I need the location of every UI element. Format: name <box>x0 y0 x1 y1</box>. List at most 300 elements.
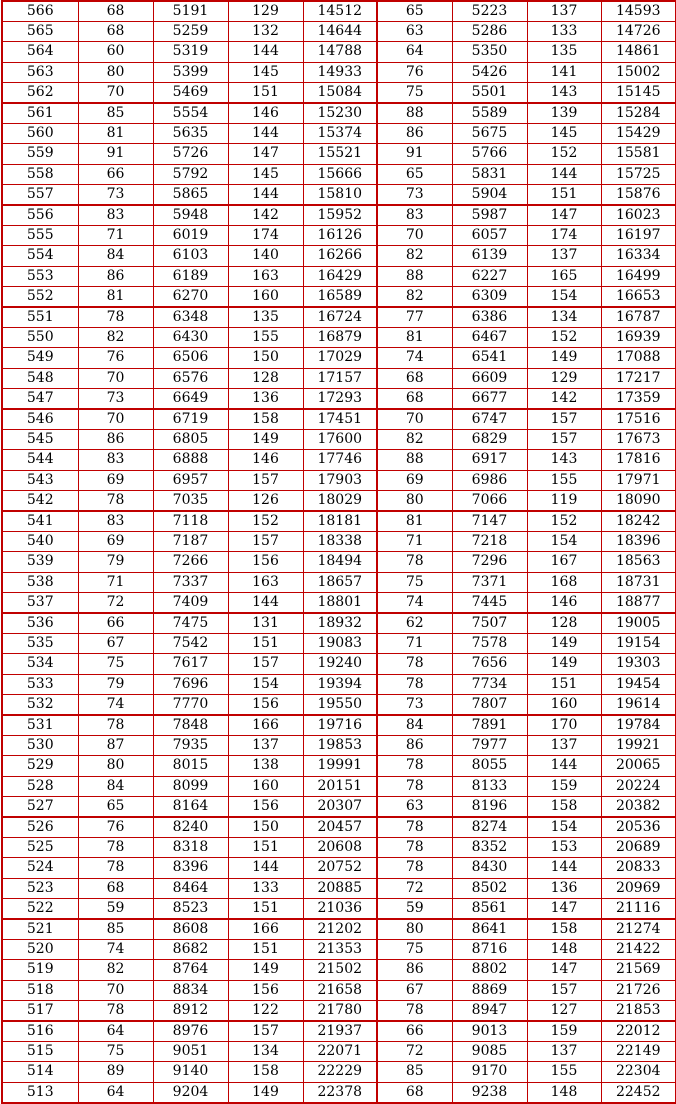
cumulative-cell-c: 7147 <box>452 511 527 532</box>
count-cell-b: 160 <box>228 776 303 796</box>
cumulative-cell-a: 8608 <box>153 919 228 940</box>
score-cell: 514 <box>2 1062 78 1082</box>
count-cell-c: 71 <box>377 633 452 653</box>
table-row <box>2 388 676 409</box>
count-cell-d: 144 <box>527 756 601 776</box>
cumulative-cell-c: 5987 <box>452 205 527 226</box>
cumulative-cell-c: 8869 <box>452 980 527 1000</box>
count-cell-d: 141 <box>527 62 601 82</box>
table-row <box>2 164 676 184</box>
count-cell-b: 126 <box>228 490 303 511</box>
score-cell: 522 <box>2 898 78 919</box>
cumulative-cell-a: 6957 <box>153 470 228 490</box>
count-cell-a: 76 <box>78 817 153 838</box>
cumulative-cell-d: 19005 <box>601 613 676 634</box>
score-cell: 552 <box>2 286 78 307</box>
cumulative-cell-a: 5191 <box>153 1 228 22</box>
cumulative-cell-d: 20382 <box>601 796 676 817</box>
table-row <box>2 490 676 511</box>
cumulative-cell-a: 6189 <box>153 266 228 286</box>
table-row <box>2 22 676 42</box>
count-cell-c: 68 <box>377 1082 452 1103</box>
cumulative-cell-d: 15284 <box>601 103 676 124</box>
score-cell: 562 <box>2 82 78 103</box>
cumulative-cell-b: 19240 <box>303 654 377 674</box>
count-cell-a: 83 <box>78 205 153 226</box>
cumulative-cell-d: 15876 <box>601 184 676 205</box>
count-cell-a: 70 <box>78 82 153 103</box>
count-cell-c: 82 <box>377 246 452 266</box>
count-cell-b: 129 <box>228 1 303 22</box>
cumulative-cell-d: 19154 <box>601 633 676 653</box>
cumulative-cell-b: 14933 <box>303 62 377 82</box>
count-cell-c: 78 <box>377 1000 452 1021</box>
count-cell-d: 155 <box>527 1062 601 1082</box>
cumulative-cell-a: 7475 <box>153 613 228 634</box>
count-cell-b: 151 <box>228 898 303 919</box>
table-row <box>2 919 676 940</box>
cumulative-cell-c: 6057 <box>452 225 527 245</box>
count-cell-b: 166 <box>228 919 303 940</box>
cumulative-cell-c: 5589 <box>452 103 527 124</box>
score-cell: 519 <box>2 960 78 980</box>
count-cell-b: 149 <box>228 960 303 980</box>
score-cell: 528 <box>2 776 78 796</box>
score-cell: 538 <box>2 572 78 592</box>
cumulative-cell-b: 14788 <box>303 42 377 62</box>
count-cell-d: 158 <box>527 796 601 817</box>
count-cell-b: 135 <box>228 307 303 328</box>
cumulative-cell-b: 17746 <box>303 450 377 470</box>
cumulative-cell-b: 16879 <box>303 327 377 347</box>
count-cell-d: 151 <box>527 674 601 694</box>
count-cell-c: 78 <box>377 654 452 674</box>
cumulative-cell-b: 21658 <box>303 980 377 1000</box>
cumulative-cell-b: 18801 <box>303 592 377 613</box>
score-cell: 549 <box>2 348 78 368</box>
cumulative-cell-d: 19303 <box>601 654 676 674</box>
cumulative-cell-c: 9238 <box>452 1082 527 1103</box>
cumulative-cell-d: 15725 <box>601 164 676 184</box>
count-cell-d: 136 <box>527 878 601 898</box>
cumulative-cell-a: 6103 <box>153 246 228 266</box>
cumulative-cell-b: 20752 <box>303 858 377 878</box>
cumulative-cell-a: 9204 <box>153 1082 228 1103</box>
score-cell: 550 <box>2 327 78 347</box>
count-cell-d: 129 <box>527 368 601 388</box>
count-cell-a: 68 <box>78 878 153 898</box>
cumulative-cell-a: 8912 <box>153 1000 228 1021</box>
score-distribution-table <box>1 0 676 1104</box>
cumulative-cell-c: 6747 <box>452 409 527 430</box>
count-cell-d: 165 <box>527 266 601 286</box>
count-cell-c: 70 <box>377 409 452 430</box>
cumulative-cell-d: 22012 <box>601 1021 676 1042</box>
count-cell-c: 64 <box>377 42 452 62</box>
count-cell-c: 65 <box>377 164 452 184</box>
table-row <box>2 960 676 980</box>
cumulative-cell-c: 6917 <box>452 450 527 470</box>
cumulative-cell-b: 21036 <box>303 898 377 919</box>
count-cell-d: 152 <box>527 511 601 532</box>
count-cell-b: 136 <box>228 388 303 409</box>
cumulative-cell-d: 16787 <box>601 307 676 328</box>
count-cell-c: 78 <box>377 837 452 857</box>
table-row <box>2 613 676 634</box>
table-row <box>2 123 676 143</box>
score-cell: 537 <box>2 592 78 613</box>
count-cell-d: 139 <box>527 103 601 124</box>
score-cell: 535 <box>2 633 78 653</box>
table-row <box>2 1041 676 1061</box>
table-row <box>2 633 676 653</box>
cumulative-cell-c: 7734 <box>452 674 527 694</box>
count-cell-a: 85 <box>78 103 153 124</box>
count-cell-a: 64 <box>78 1082 153 1103</box>
cumulative-cell-a: 7337 <box>153 572 228 592</box>
count-cell-d: 174 <box>527 225 601 245</box>
score-cell: 555 <box>2 225 78 245</box>
count-cell-d: 154 <box>527 817 601 838</box>
count-cell-d: 170 <box>527 715 601 736</box>
cumulative-cell-c: 8641 <box>452 919 527 940</box>
cumulative-cell-b: 14512 <box>303 1 377 22</box>
count-cell-a: 73 <box>78 388 153 409</box>
count-cell-c: 66 <box>377 1021 452 1042</box>
count-cell-b: 150 <box>228 817 303 838</box>
cumulative-cell-a: 5726 <box>153 144 228 164</box>
count-cell-a: 69 <box>78 470 153 490</box>
count-cell-c: 68 <box>377 388 452 409</box>
cumulative-cell-d: 16023 <box>601 205 676 226</box>
score-cell: 529 <box>2 756 78 776</box>
count-cell-c: 68 <box>377 368 452 388</box>
count-cell-b: 157 <box>228 470 303 490</box>
count-cell-b: 155 <box>228 327 303 347</box>
count-cell-d: 146 <box>527 592 601 613</box>
count-cell-b: 156 <box>228 980 303 1000</box>
count-cell-b: 156 <box>228 796 303 817</box>
table-row <box>2 1 676 22</box>
count-cell-a: 64 <box>78 1021 153 1042</box>
count-cell-a: 65 <box>78 796 153 817</box>
count-cell-a: 74 <box>78 694 153 715</box>
score-cell: 560 <box>2 123 78 143</box>
cumulative-cell-c: 7445 <box>452 592 527 613</box>
cumulative-cell-b: 18494 <box>303 552 377 572</box>
count-cell-a: 81 <box>78 123 153 143</box>
count-cell-d: 119 <box>527 490 601 511</box>
table-row <box>2 898 676 919</box>
table-row <box>2 205 676 226</box>
cumulative-cell-a: 7409 <box>153 592 228 613</box>
cumulative-cell-d: 18563 <box>601 552 676 572</box>
cumulative-cell-a: 5792 <box>153 164 228 184</box>
score-cell: 531 <box>2 715 78 736</box>
count-cell-d: 147 <box>527 960 601 980</box>
count-cell-c: 88 <box>377 103 452 124</box>
count-cell-b: 154 <box>228 674 303 694</box>
cumulative-cell-b: 19991 <box>303 756 377 776</box>
cumulative-cell-d: 14726 <box>601 22 676 42</box>
count-cell-c: 77 <box>377 307 452 328</box>
count-cell-b: 163 <box>228 266 303 286</box>
cumulative-cell-d: 22452 <box>601 1082 676 1103</box>
cumulative-cell-a: 8834 <box>153 980 228 1000</box>
table-row <box>2 409 676 430</box>
score-cell: 563 <box>2 62 78 82</box>
cumulative-cell-d: 21853 <box>601 1000 676 1021</box>
cumulative-cell-c: 7066 <box>452 490 527 511</box>
cumulative-cell-b: 15810 <box>303 184 377 205</box>
table-row <box>2 939 676 959</box>
cumulative-cell-a: 7696 <box>153 674 228 694</box>
score-cell: 561 <box>2 103 78 124</box>
count-cell-a: 69 <box>78 531 153 551</box>
count-cell-a: 75 <box>78 1041 153 1061</box>
table-row <box>2 694 676 715</box>
count-cell-d: 155 <box>527 470 601 490</box>
cumulative-cell-b: 17293 <box>303 388 377 409</box>
cumulative-cell-a: 7035 <box>153 490 228 511</box>
count-cell-b: 144 <box>228 184 303 205</box>
cumulative-cell-c: 8055 <box>452 756 527 776</box>
count-cell-a: 83 <box>78 450 153 470</box>
count-cell-b: 144 <box>228 858 303 878</box>
cumulative-cell-c: 6986 <box>452 470 527 490</box>
cumulative-cell-b: 21937 <box>303 1021 377 1042</box>
cumulative-cell-d: 17217 <box>601 368 676 388</box>
cumulative-cell-b: 19853 <box>303 735 377 755</box>
count-cell-c: 80 <box>377 919 452 940</box>
cumulative-cell-a: 7266 <box>153 552 228 572</box>
count-cell-d: 148 <box>527 939 601 959</box>
count-cell-b: 156 <box>228 552 303 572</box>
count-cell-c: 71 <box>377 531 452 551</box>
cumulative-cell-a: 7118 <box>153 511 228 532</box>
count-cell-d: 145 <box>527 123 601 143</box>
count-cell-c: 59 <box>377 898 452 919</box>
count-cell-b: 163 <box>228 572 303 592</box>
score-cell: 533 <box>2 674 78 694</box>
cumulative-cell-d: 19784 <box>601 715 676 736</box>
count-cell-d: 157 <box>527 980 601 1000</box>
count-cell-c: 70 <box>377 225 452 245</box>
count-cell-d: 147 <box>527 898 601 919</box>
count-cell-c: 75 <box>377 939 452 959</box>
score-cell: 527 <box>2 796 78 817</box>
cumulative-cell-b: 17903 <box>303 470 377 490</box>
count-cell-d: 137 <box>527 246 601 266</box>
cumulative-cell-d: 17359 <box>601 388 676 409</box>
count-cell-b: 149 <box>228 1082 303 1103</box>
table-row <box>2 1000 676 1021</box>
count-cell-a: 78 <box>78 858 153 878</box>
count-cell-c: 85 <box>377 1062 452 1082</box>
cumulative-cell-a: 6506 <box>153 348 228 368</box>
cumulative-cell-b: 21202 <box>303 919 377 940</box>
cumulative-cell-c: 5904 <box>452 184 527 205</box>
score-cell: 539 <box>2 552 78 572</box>
cumulative-cell-c: 9013 <box>452 1021 527 1042</box>
cumulative-cell-b: 18338 <box>303 531 377 551</box>
cumulative-cell-c: 8802 <box>452 960 527 980</box>
score-cell: 526 <box>2 817 78 838</box>
count-cell-d: 137 <box>527 1041 601 1061</box>
cumulative-cell-c: 7371 <box>452 572 527 592</box>
count-cell-c: 78 <box>377 817 452 838</box>
count-cell-c: 62 <box>377 613 452 634</box>
cumulative-cell-d: 21726 <box>601 980 676 1000</box>
cumulative-cell-b: 21780 <box>303 1000 377 1021</box>
table-body <box>2 1 676 1103</box>
cumulative-cell-a: 8764 <box>153 960 228 980</box>
cumulative-cell-d: 15429 <box>601 123 676 143</box>
cumulative-cell-a: 6348 <box>153 307 228 328</box>
cumulative-cell-a: 6719 <box>153 409 228 430</box>
count-cell-b: 144 <box>228 592 303 613</box>
cumulative-cell-a: 5319 <box>153 42 228 62</box>
cumulative-cell-b: 16126 <box>303 225 377 245</box>
count-cell-d: 167 <box>527 552 601 572</box>
cumulative-cell-d: 20689 <box>601 837 676 857</box>
count-cell-b: 157 <box>228 1021 303 1042</box>
count-cell-b: 150 <box>228 348 303 368</box>
cumulative-cell-d: 16499 <box>601 266 676 286</box>
cumulative-cell-d: 21422 <box>601 939 676 959</box>
count-cell-d: 143 <box>527 450 601 470</box>
count-cell-a: 78 <box>78 837 153 857</box>
cumulative-cell-d: 17971 <box>601 470 676 490</box>
count-cell-c: 75 <box>377 82 452 103</box>
count-cell-a: 82 <box>78 960 153 980</box>
cumulative-cell-c: 6227 <box>452 266 527 286</box>
count-cell-b: 157 <box>228 531 303 551</box>
cumulative-cell-a: 7542 <box>153 633 228 653</box>
count-cell-b: 132 <box>228 22 303 42</box>
cumulative-cell-c: 9170 <box>452 1062 527 1082</box>
table-row <box>2 1082 676 1103</box>
score-cell: 517 <box>2 1000 78 1021</box>
table-row <box>2 429 676 449</box>
count-cell-a: 81 <box>78 286 153 307</box>
count-cell-d: 152 <box>527 144 601 164</box>
count-cell-d: 144 <box>527 858 601 878</box>
cumulative-cell-a: 6649 <box>153 388 228 409</box>
count-cell-b: 158 <box>228 409 303 430</box>
cumulative-cell-a: 6019 <box>153 225 228 245</box>
count-cell-d: 133 <box>527 22 601 42</box>
score-cell: 565 <box>2 22 78 42</box>
count-cell-c: 63 <box>377 796 452 817</box>
table-row <box>2 144 676 164</box>
count-cell-c: 67 <box>377 980 452 1000</box>
cumulative-cell-b: 17157 <box>303 368 377 388</box>
count-cell-b: 145 <box>228 62 303 82</box>
count-cell-d: 142 <box>527 388 601 409</box>
cumulative-cell-c: 5286 <box>452 22 527 42</box>
count-cell-b: 146 <box>228 103 303 124</box>
count-cell-a: 84 <box>78 246 153 266</box>
cumulative-cell-b: 22229 <box>303 1062 377 1082</box>
cumulative-cell-d: 21274 <box>601 919 676 940</box>
count-cell-c: 78 <box>377 552 452 572</box>
cumulative-cell-c: 5501 <box>452 82 527 103</box>
count-cell-a: 86 <box>78 266 153 286</box>
score-cell: 545 <box>2 429 78 449</box>
count-cell-b: 174 <box>228 225 303 245</box>
cumulative-cell-c: 8133 <box>452 776 527 796</box>
cumulative-cell-b: 17451 <box>303 409 377 430</box>
cumulative-cell-b: 20457 <box>303 817 377 838</box>
table-row <box>2 837 676 857</box>
score-cell: 554 <box>2 246 78 266</box>
cumulative-cell-c: 7977 <box>452 735 527 755</box>
cumulative-cell-a: 8464 <box>153 878 228 898</box>
count-cell-b: 133 <box>228 878 303 898</box>
table-row <box>2 348 676 368</box>
count-cell-c: 78 <box>377 858 452 878</box>
cumulative-cell-b: 15521 <box>303 144 377 164</box>
count-cell-a: 66 <box>78 613 153 634</box>
count-cell-c: 65 <box>377 1 452 22</box>
cumulative-cell-c: 5675 <box>452 123 527 143</box>
cumulative-cell-b: 14644 <box>303 22 377 42</box>
table-row <box>2 858 676 878</box>
count-cell-a: 82 <box>78 327 153 347</box>
count-cell-d: 149 <box>527 654 601 674</box>
cumulative-cell-b: 15084 <box>303 82 377 103</box>
count-cell-d: 159 <box>527 1021 601 1042</box>
cumulative-cell-d: 15145 <box>601 82 676 103</box>
count-cell-b: 134 <box>228 1041 303 1061</box>
cumulative-cell-b: 22378 <box>303 1082 377 1103</box>
cumulative-cell-a: 8318 <box>153 837 228 857</box>
count-cell-d: 134 <box>527 307 601 328</box>
cumulative-cell-c: 6829 <box>452 429 527 449</box>
count-cell-a: 85 <box>78 919 153 940</box>
cumulative-cell-a: 8099 <box>153 776 228 796</box>
cumulative-cell-b: 20151 <box>303 776 377 796</box>
cumulative-cell-d: 17673 <box>601 429 676 449</box>
cumulative-cell-c: 8716 <box>452 939 527 959</box>
count-cell-c: 80 <box>377 490 452 511</box>
count-cell-b: 147 <box>228 144 303 164</box>
count-cell-a: 70 <box>78 980 153 1000</box>
count-cell-a: 59 <box>78 898 153 919</box>
cumulative-cell-c: 6467 <box>452 327 527 347</box>
cumulative-cell-b: 21502 <box>303 960 377 980</box>
cumulative-cell-c: 6541 <box>452 348 527 368</box>
table-row <box>2 286 676 307</box>
count-cell-b: 160 <box>228 286 303 307</box>
table-row <box>2 266 676 286</box>
count-cell-b: 151 <box>228 82 303 103</box>
count-cell-b: 145 <box>228 164 303 184</box>
cumulative-cell-a: 6430 <box>153 327 228 347</box>
count-cell-c: 75 <box>377 572 452 592</box>
table-row <box>2 307 676 328</box>
count-cell-d: 152 <box>527 327 601 347</box>
count-cell-a: 68 <box>78 22 153 42</box>
cumulative-cell-b: 19716 <box>303 715 377 736</box>
count-cell-d: 157 <box>527 409 601 430</box>
count-cell-c: 72 <box>377 878 452 898</box>
table-row <box>2 450 676 470</box>
cumulative-cell-a: 6576 <box>153 368 228 388</box>
cumulative-cell-b: 17600 <box>303 429 377 449</box>
count-cell-c: 86 <box>377 123 452 143</box>
